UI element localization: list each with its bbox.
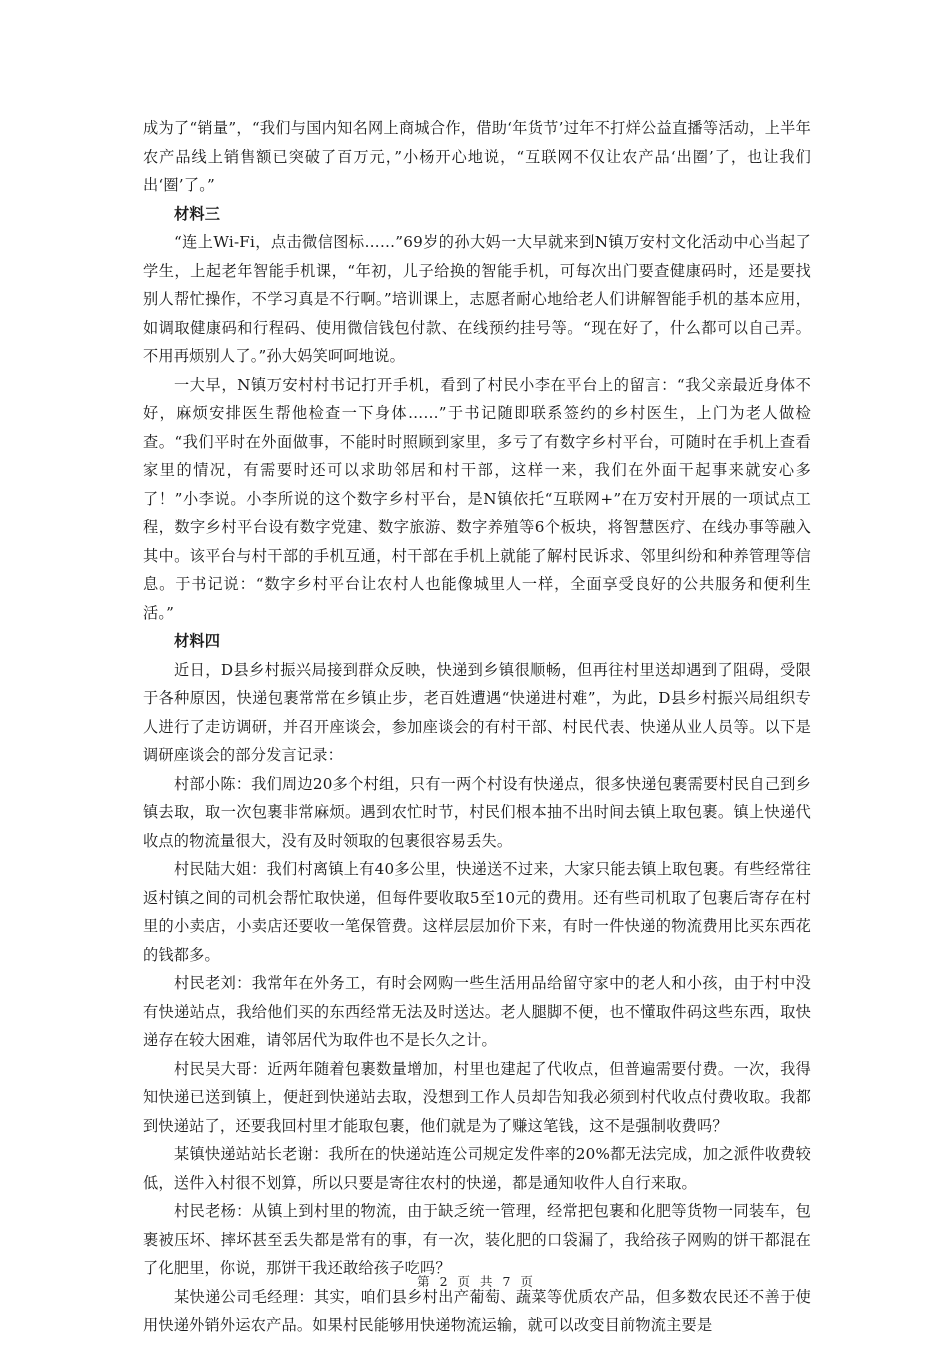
document-body — [143, 114, 811, 1340]
paragraph-speaker-lu: 村民陆大姐：我们村离镇上有40多公里，快递送不过来，大家只能去镇上取包裹。有些经常往返村镇之间的司机会帮忙取快递，但每件要收取5至10元的费用。还有些司机取了包裹后寄存在村里的小卖店，小卖店还要收一笔保管费。这样层层加价下来，有时一件快递的物流费用比买东西花的钱都多。 — [143, 860, 811, 964]
paragraph-speaker-mao: 某快递公司毛经理：其实，咱们县乡村出产葡萄、蔬菜等优质农产品，但多数农民还不善于使用快递外销外运农产品。如果村民能够用快递物流运输，就可以改变目前物流主要是 — [143, 1287, 811, 1334]
page-number-footer: 第 2 页 共 7 页 — [417, 1274, 533, 1289]
section-heading-material-4: 材料四 — [174, 632, 221, 650]
section-heading-material-3: 材料三 — [174, 204, 221, 223]
paragraph-speaker-wu: 村民吴大哥：近两年随着包裹数量增加，村里也建起了代收点，但普遍需要付费。一次，我得知快递已送到镇上，便赶到快递站去取，没想到工作人员却告知我必须到村代收点付费收取。我都到快递站了，还要我回村里才能取包裹，他们就是为了赚这笔钱，这不是强制收费吗？ — [143, 1059, 811, 1135]
paragraph-survey-intro: 近日，D县乡村振兴局接到群众反映，快递到乡镇很顺畅，但再往村里送却遇到了阻碍，受限于各种原因，快递包裹常常在乡镇止步，老百姓遭遇“快递进村难”，为此，D县乡村振兴局组织专人进行了走访调研，并召开座谈会，参加座谈会的有村干部、村民代表、快递从业人员等。以下是调研座谈会的部分发言记录： — [143, 660, 811, 764]
paragraph-speaker-xiaochen: 村部小陈：我们周边20多个村组，只有一两个村设有快递点，很多快递包裹需要村民自己到乡镇去取，取一次包裹非常麻烦。遇到农忙时节，村民们根本抽不出时间去镇上取包裹。镇上快递代收点的物流量很大，没有及时领取的包裹很容易丢失。 — [143, 774, 811, 850]
paragraph-digital-village-platform: 一大早，N镇万安村村书记打开手机，看到了村民小李在平台上的留言：“我父亲最近身体不好，麻烦安排医生帮他检查一下身体……”于书记随即联系签约的乡村医生，上门为老人做检查。“我们平时在外面做事，不能时时照顾到家里，多亏了有数字乡村平台，可随时在手机上查看家里的情况，有需要时还可以求助邻居和村干部，这样一来，我们在外面干起事来就安心多了！”小李说。小李所说的这个数字乡村平台，是N镇依托“互联网+”在万安村开展的一项试点工程，数字乡村平台设有数字党建、数字旅游、数字养殖等6个板块，将智慧医疗、在线办事等融入其中。该平台与村干部的手机互通，村干部在手机上就能了解村民诉求、邻里纠纷和种养管理等信息。于书记说：“数字乡村平台让农村人也能像城里人一样，全面享受良好的公共服务和便利生活。” — [143, 375, 811, 622]
paragraph-intro: 成为了“销量”，“我们与国内知名网上商城合作，借助‘年货节’过年不打烊公益直播等活动，上半年农产品线上销售额已突破了百万元，”小杨开心地说，“互联网不仅让农产品‘出圈’了，也让我们出‘圈’了。” — [143, 119, 811, 194]
paragraph-speaker-xie: 某镇快递站站长老谢：我所在的快递站连公司规定发件率的20%都无法完成，加之派件收费较低，送件入村很不划算，所以只要是寄往农村的快递，都是通知收件人自行来取。 — [143, 1145, 811, 1192]
paragraph-speaker-liu: 村民老刘：我常年在外务工，有时会网购一些生活用品给留守家中的老人和小孩，由于村中没有快递站点，我给他们买的东西经常无法及时送达。老人腿脚不便，也不懂取件码这些东西，取快递存在较大困难，请邻居代为取件也不是长久之计。 — [143, 974, 811, 1049]
paragraph-speaker-yang: 村民老杨：从镇上到村里的物流，由于缺乏统一管理，经常把包裹和化肥等货物一同装车，包裹被压坏、摔坏甚至丢失都是常有的事，有一次，装化肥的口袋漏了，我给孩子网购的饼干都混在了化肥里，你说，那饼干我还敢给孩子吃吗？ — [143, 1202, 811, 1277]
paragraph-sun-dama: “连上Wi-Fi，点击微信图标……”69岁的孙大妈一大早就来到N镇万安村文化活动中心当起了学生，上起老年智能手机课，“年初，儿子给换的智能手机，可每次出门要查健康码时，还是要找别人帮忙操作，不学习真是不行啊。”培训课上，志愿者耐心地给老人们讲解智能手机的基本应用，如调取健康码和行程码、使用微信钱包付款、在线预约挂号等。“现在好了，什么都可以自己弄。不用再烦别人了。”孙大妈笑呵呵地说。 — [143, 233, 811, 365]
